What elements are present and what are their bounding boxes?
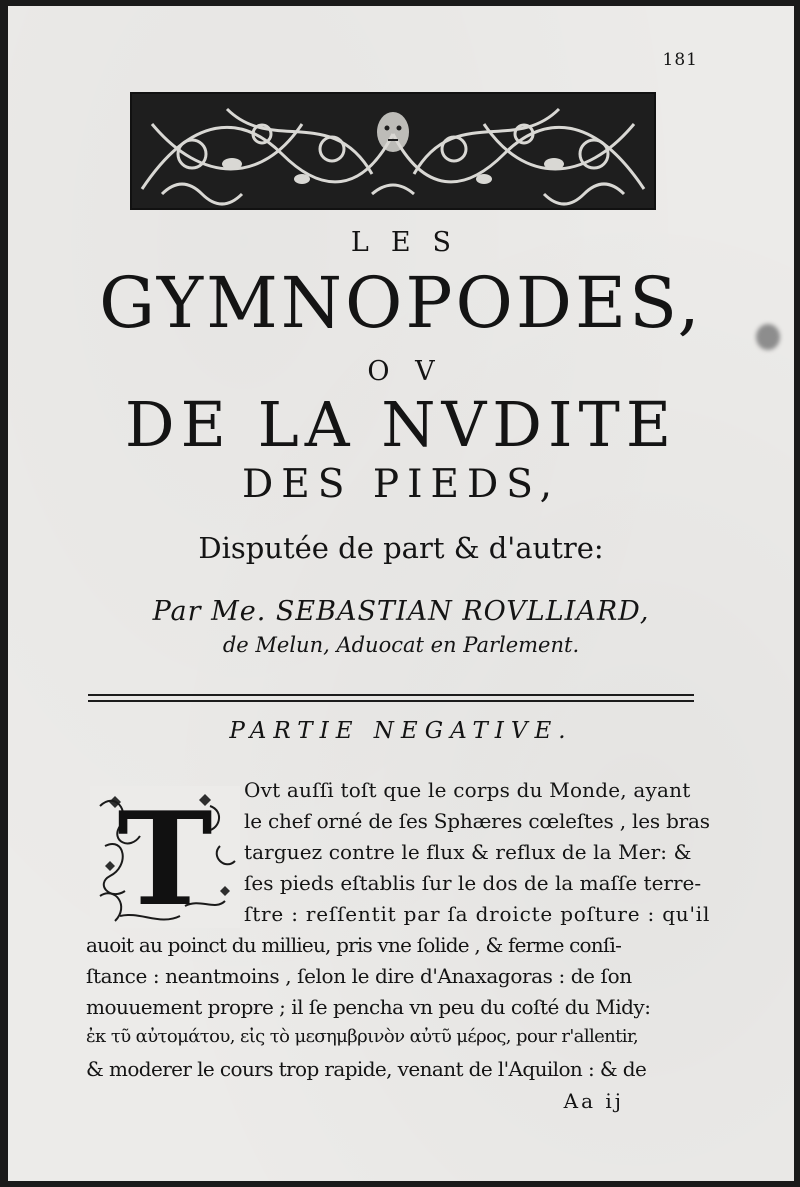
title-ov: OV bbox=[367, 356, 461, 387]
divider-rule bbox=[88, 694, 694, 696]
title-pieds: DES PIEDS, bbox=[242, 462, 560, 507]
body-line: ſtre : reſſentit par ſa droicte poſture : qu'il bbox=[244, 902, 711, 926]
body-line: ſtance : neantmoins , ſelon le dire d'Anaxagoras : de ſon bbox=[86, 964, 632, 988]
title-gymnopodes: GYMNOPODES, bbox=[99, 262, 703, 344]
author-affiliation: de Melun, Aduocat en Parlement. bbox=[222, 633, 580, 657]
drop-cap-letter: T bbox=[117, 786, 213, 928]
divider-rule bbox=[88, 700, 694, 702]
body-line: & moderer le cours trop rapide, venant de l'Aquilon : & de bbox=[86, 1057, 647, 1081]
subtitle: Disputée de part & d'autre: bbox=[198, 531, 604, 565]
body-line: auoit au poinct du millieu, pris vne ſolide , & ferme conſi- bbox=[86, 933, 622, 957]
body-line: targuez contre le flux & reflux de la Mer: & bbox=[244, 840, 692, 864]
body-line: mouuement propre ; il ſe pencha vn peu du coſté du Midy: bbox=[86, 995, 651, 1019]
title-les: LES bbox=[350, 227, 474, 258]
author-line: Par Me. SEBASTIAN ROVLLIARD, bbox=[152, 596, 650, 627]
catchword: Aa ij bbox=[563, 1089, 624, 1113]
ornamental-headpiece bbox=[130, 92, 656, 210]
body-line: le chef orné de ſes Sphæres cœleſtes , les bras bbox=[244, 809, 710, 833]
section-heading: PARTIE NEGATIVE. bbox=[229, 718, 573, 744]
body-line: ſes pieds eſtablis ſur le dos de la maſſe terre- bbox=[244, 871, 702, 895]
body-line: ἐκ τῦ αὐτομάτου, εἰς τὸ μεσημβρινὸν αὐτῦ μέρος, pour r'allentir, bbox=[86, 1026, 639, 1047]
body-line: Ovt auſſi toſt que le corps du Monde, ayant bbox=[244, 778, 691, 802]
page-number: 181 bbox=[662, 50, 698, 70]
title-nudite: DE LA NVDITE bbox=[124, 388, 678, 461]
book-page bbox=[8, 6, 794, 1181]
drop-cap-initial bbox=[90, 786, 240, 928]
